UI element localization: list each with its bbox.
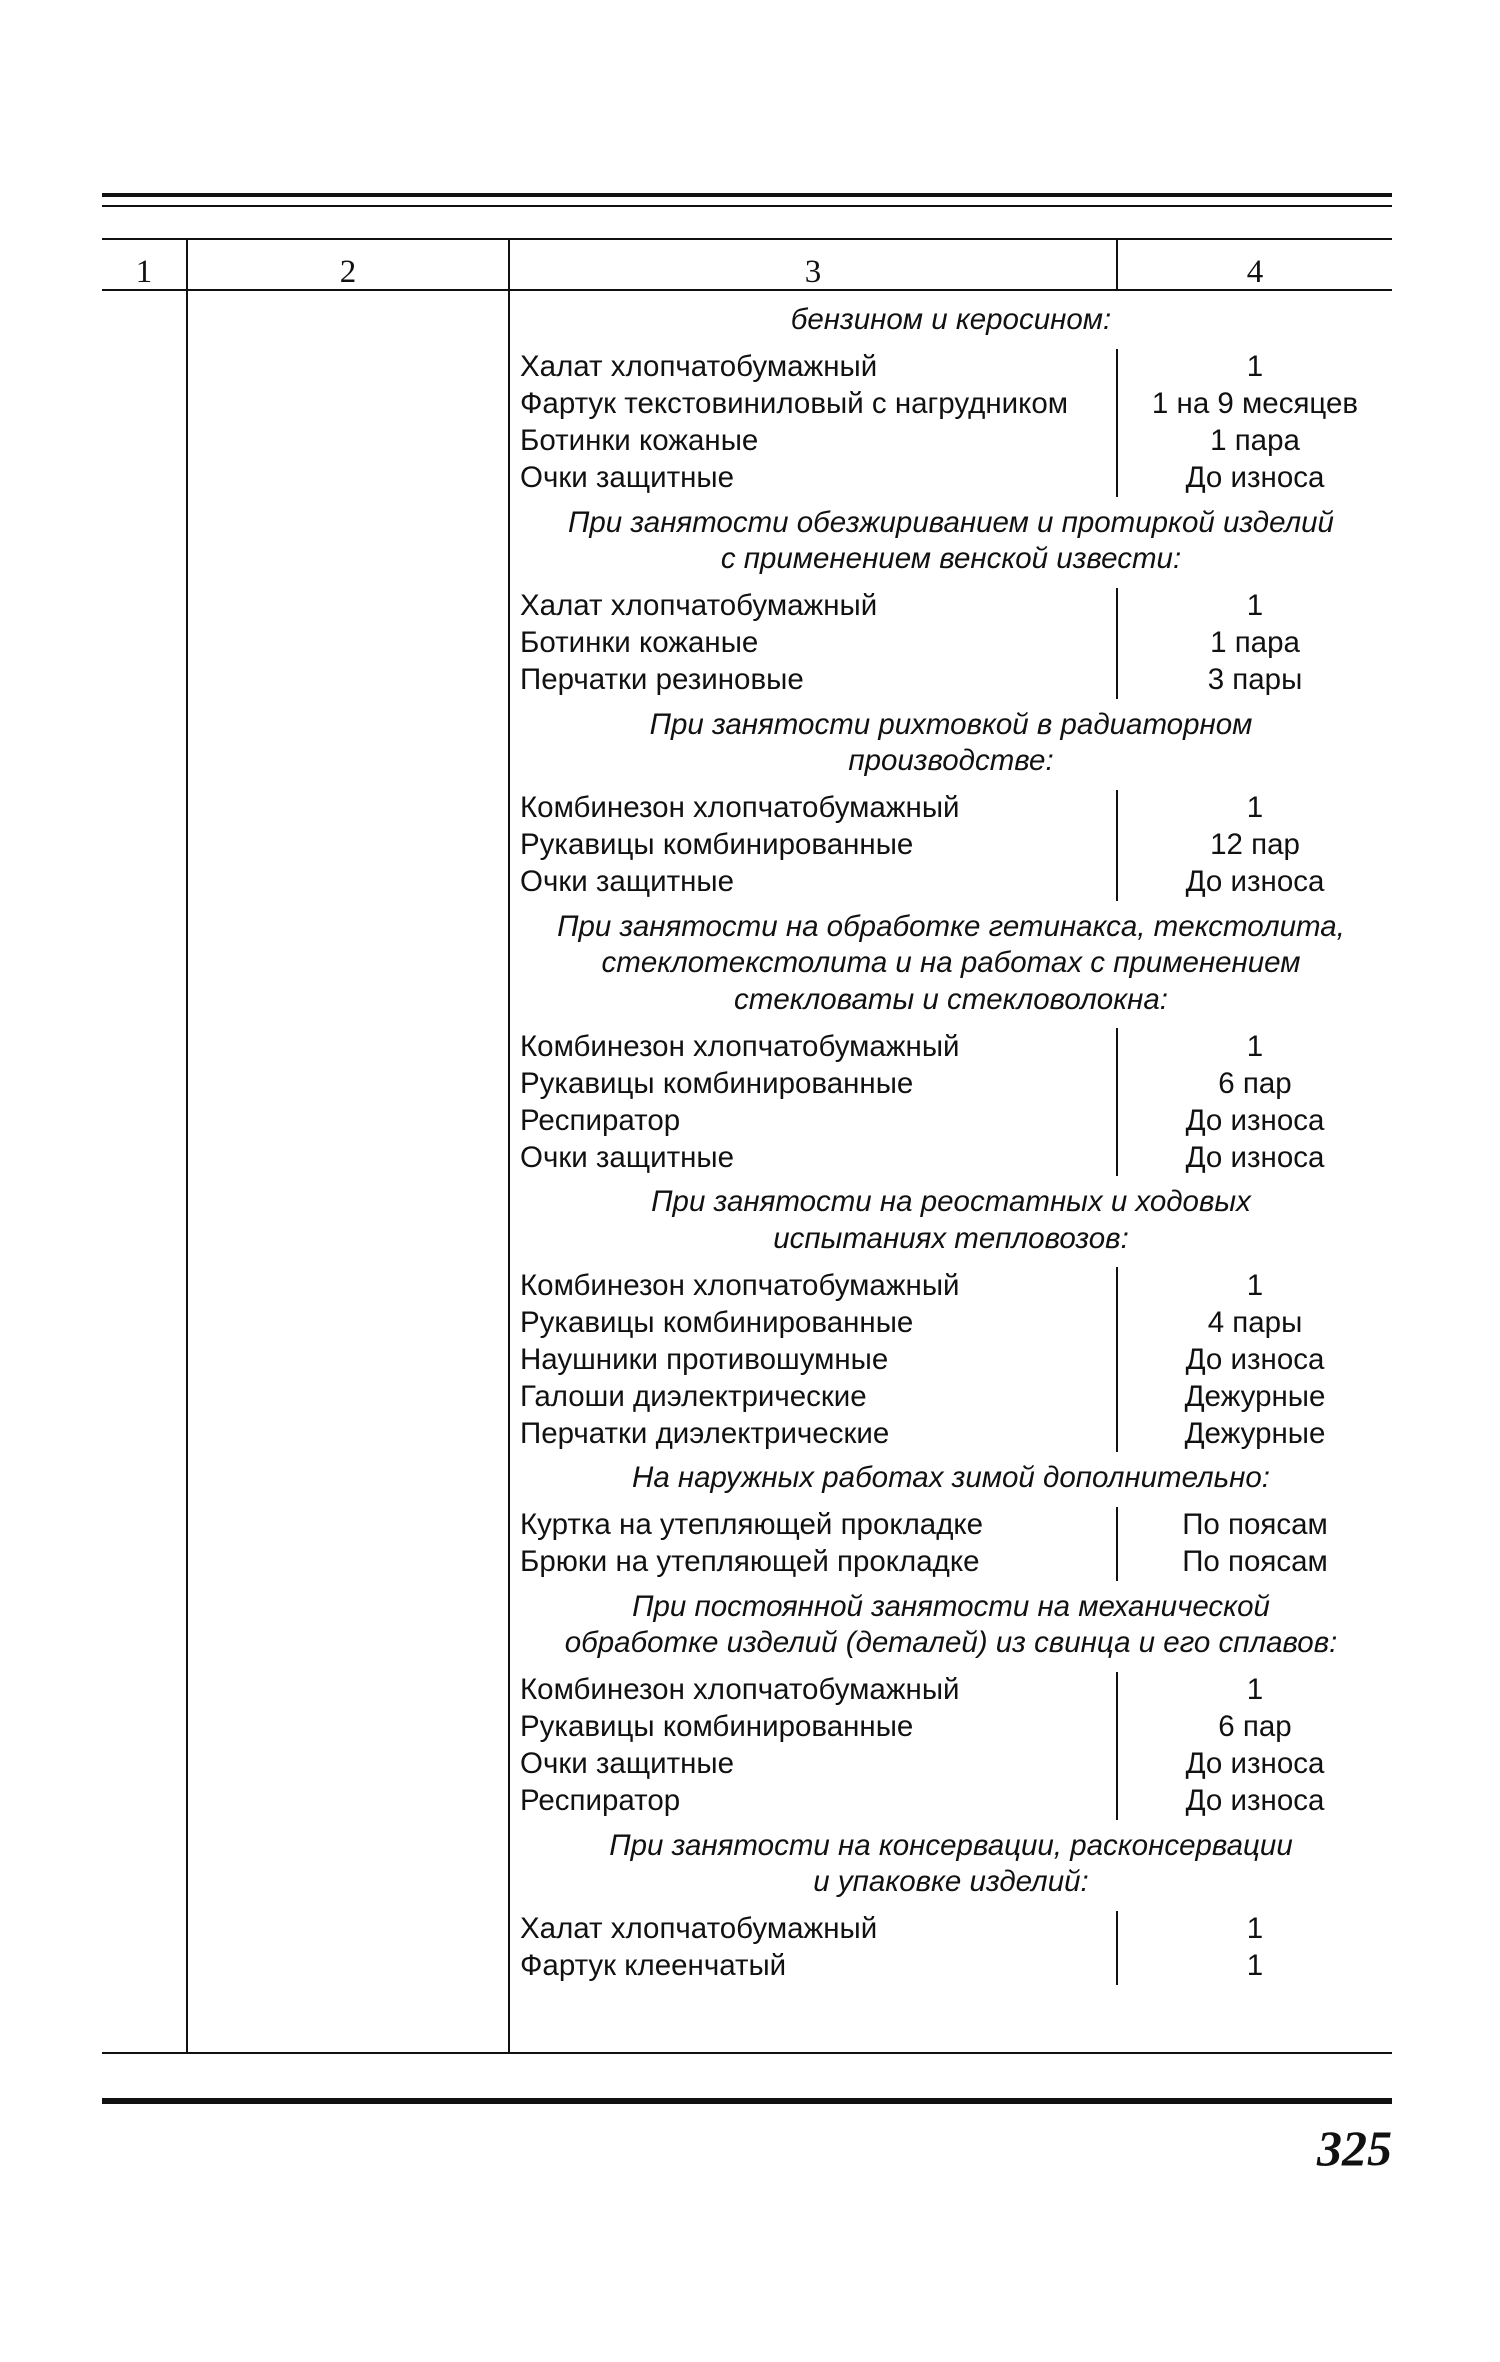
section-heading-line: При занятости рихтовкой в радиаторном [649, 707, 1253, 741]
item-norm: 1 [1246, 1912, 1264, 1945]
section-heading-line: При постоянной занятости на механической [632, 1589, 1270, 1623]
item-list [510, 1672, 1392, 1820]
item-name: Комбинезон хлопчатобумажный [520, 791, 960, 824]
section-heading-line: При занятости на реостатных и ходовых [651, 1185, 1251, 1218]
item-list [510, 588, 1392, 699]
item-list [510, 1267, 1392, 1452]
item-name: Брюки на утепляющей прокладке [520, 1545, 980, 1578]
item-row [510, 625, 1392, 662]
item-norm: 1 [1246, 1268, 1264, 1302]
item-name: Фартук текстовиниловый с нагрудником [520, 387, 1069, 420]
item-name: Рукавицы комбинированные [520, 1305, 914, 1339]
item-norm: До износа [1185, 1342, 1325, 1376]
item-list [510, 349, 1392, 497]
section-heading-line: При занятости на обработке гетинакса, текстолита, [557, 909, 1345, 943]
item-norm: 3 пары [1207, 663, 1303, 696]
item-norm: 1 [1246, 350, 1264, 383]
item-row [510, 827, 1392, 864]
column-header-2: 2 [339, 254, 357, 290]
section-heading-line: обработке изделий (деталей) из свинца и его сплавов: [564, 1626, 1338, 1659]
item-row [510, 662, 1392, 699]
section-heading-line: При занятости обезжириванием и протиркой изделий [568, 505, 1334, 539]
table-body-content [510, 302, 1392, 1993]
item-row [510, 1341, 1392, 1378]
item-list [510, 1911, 1392, 1985]
section-heading-line: При занятости на консервации, расконсервации [609, 1828, 1293, 1862]
column-divider-1-2 [186, 238, 188, 2054]
item-row [510, 1378, 1392, 1415]
item-norm: 1 на 9 месяцев [1151, 387, 1359, 420]
item-norm: 1 [1246, 1673, 1264, 1706]
section-heading-line: испытаниях тепловозов: [773, 1221, 1129, 1255]
item-norm: До износа [1185, 461, 1325, 494]
item-name: Перчатки резиновые [520, 663, 804, 696]
section-heading [510, 1828, 1392, 1901]
section-heading [510, 1184, 1392, 1257]
column-header-3: 3 [804, 254, 822, 290]
item-name: Комбинезон хлопчатобумажный [520, 1029, 960, 1063]
item-row [510, 864, 1392, 901]
item-row [510, 386, 1392, 423]
item-name: Халат хлопчатобумажный [520, 1912, 878, 1945]
item-row [510, 1415, 1392, 1452]
item-name: Очки защитные [520, 865, 734, 898]
item-row [510, 1746, 1392, 1783]
item-name: Очки защитные [520, 461, 734, 494]
item-norm: 12 пар [1210, 828, 1300, 861]
item-norm: 6 пар [1218, 1710, 1292, 1743]
section-heading [510, 1460, 1392, 1497]
item-row [510, 423, 1392, 460]
section [510, 1589, 1392, 1820]
column-header-1: 1 [135, 254, 153, 290]
page-number: 325 [1317, 2120, 1392, 2176]
item-name: Комбинезон хлопчатобумажный [520, 1268, 960, 1302]
item-row [510, 1544, 1392, 1581]
section-heading-line: бензином и керосином: [790, 303, 1112, 336]
footer-rule [102, 2098, 1392, 2104]
section-heading [510, 909, 1392, 1019]
item-norm: До износа [1185, 865, 1325, 898]
item-name: Перчатки диэлектрические [520, 1416, 890, 1450]
item-name: Очки защитные [520, 1140, 734, 1174]
section [510, 707, 1392, 901]
item-norm: По поясам [1182, 1545, 1328, 1578]
item-norm: 1 [1246, 1949, 1264, 1982]
item-name: Халат хлопчатобумажный [520, 589, 878, 622]
item-list [510, 790, 1392, 901]
top-rule-thin [102, 205, 1392, 207]
item-row [510, 1672, 1392, 1709]
item-norm: Дежурные [1184, 1416, 1326, 1450]
section [510, 1828, 1392, 1985]
section-heading-line: стекловаты и стекловолокна: [734, 982, 1168, 1016]
item-name: Очки защитные [520, 1747, 734, 1780]
item-norm: 1 [1246, 589, 1264, 622]
item-row [510, 1911, 1392, 1948]
header-top-line [102, 238, 1392, 240]
section [510, 505, 1392, 699]
item-norm: 1 пара [1210, 626, 1300, 659]
column-header-4: 4 [1246, 254, 1264, 290]
item-norm: До износа [1185, 1103, 1325, 1137]
top-rule-thick [102, 193, 1392, 197]
section-heading [510, 505, 1392, 578]
item-name: Наушники противошумные [520, 1342, 889, 1376]
item-norm: Дежурные [1184, 1379, 1326, 1413]
item-row [510, 1102, 1392, 1139]
item-row [510, 1065, 1392, 1102]
item-norm: 4 пары [1207, 1305, 1303, 1339]
item-row [510, 1304, 1392, 1341]
item-norm: 6 пар [1218, 1066, 1292, 1100]
item-row [510, 790, 1392, 827]
item-row [510, 588, 1392, 625]
section [510, 1184, 1392, 1452]
item-row [510, 349, 1392, 386]
item-row [510, 1028, 1392, 1065]
item-norm: До износа [1185, 1784, 1325, 1817]
item-row [510, 1267, 1392, 1304]
item-name: Комбинезон хлопчатобумажный [520, 1673, 960, 1706]
item-name: Куртка на утепляющей прокладке [520, 1508, 984, 1541]
item-name: Респиратор [520, 1103, 681, 1137]
item-norm: До износа [1185, 1747, 1325, 1780]
item-name: Халат хлопчатобумажный [520, 350, 878, 383]
item-norm: По поясам [1182, 1508, 1328, 1541]
item-norm: 1 [1246, 791, 1264, 824]
section-heading-line: На наружных работах зимой дополнительно: [632, 1461, 1270, 1494]
table-bottom-line [102, 2052, 1392, 2054]
item-name: Рукавицы комбинированные [520, 828, 914, 861]
item-name: Ботинки кожаные [520, 626, 759, 659]
item-name: Респиратор [520, 1784, 681, 1817]
section-heading-line: производстве: [848, 744, 1054, 777]
item-row [510, 1139, 1392, 1176]
section-heading [510, 1589, 1392, 1662]
item-row [510, 1507, 1392, 1544]
item-list [510, 1507, 1392, 1581]
item-row [510, 1948, 1392, 1985]
section [510, 302, 1392, 497]
item-row [510, 1783, 1392, 1820]
section-heading-line: стеклотекстолита и на работах с применением [601, 946, 1301, 979]
section [510, 1460, 1392, 1581]
item-name: Ботинки кожаные [520, 424, 759, 457]
section [510, 909, 1392, 1177]
item-norm: До износа [1185, 1140, 1325, 1174]
item-norm: 1 пара [1210, 424, 1300, 457]
section-heading [510, 302, 1392, 339]
item-name: Рукавицы комбинированные [520, 1066, 914, 1100]
item-name: Фартук клеенчатый [520, 1949, 787, 1982]
item-name: Галоши диэлектрические [520, 1379, 867, 1413]
item-row [510, 1709, 1392, 1746]
item-row [510, 460, 1392, 497]
section-heading [510, 707, 1392, 780]
section-heading-line: и упаковке изделий: [813, 1865, 1089, 1898]
item-list [510, 1028, 1392, 1176]
item-norm: 1 [1246, 1029, 1264, 1063]
section-heading-line: с применением венской извести: [720, 542, 1182, 575]
item-name: Рукавицы комбинированные [520, 1710, 914, 1743]
